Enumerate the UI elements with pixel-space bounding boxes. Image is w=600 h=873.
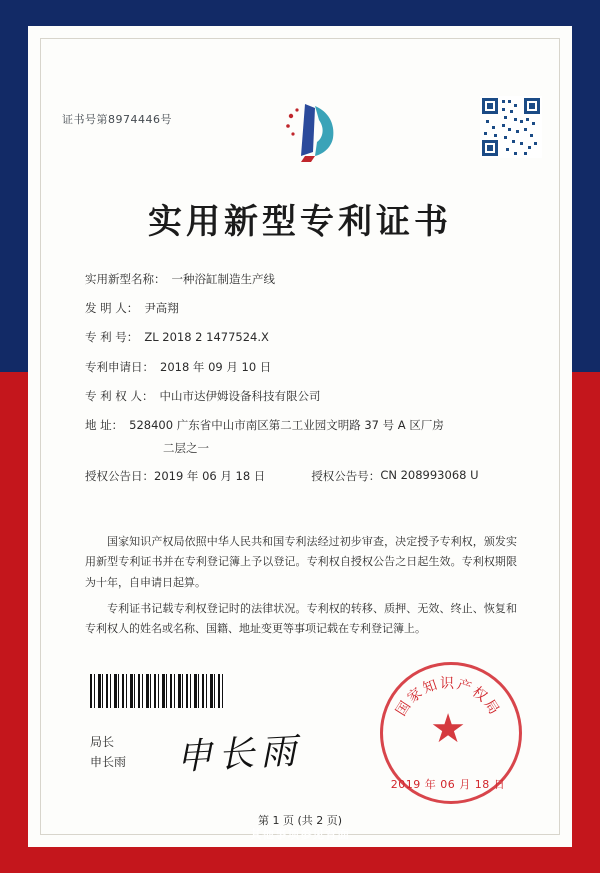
page-title: 实用新型专利证书 (148, 202, 452, 242)
grant-date-value: 2019 年 06 月 18 日 (154, 469, 266, 484)
grant-date-label: 授权公告日： (85, 469, 154, 484)
barcode-icon (90, 674, 226, 708)
footer-note: 其他事项参见背面 (250, 827, 350, 841)
page-count: 第 1 页 (共 2 页) (257, 814, 343, 827)
seal-date: 2019 年 06 月 18 日 (390, 778, 506, 791)
official-seal (380, 662, 516, 798)
signature-title (90, 732, 126, 773)
handwritten-signature: 申长雨 (175, 730, 304, 779)
field-value-patentee: 中山市达伊姆设备科技有限公司 (159, 388, 321, 403)
field-row (85, 271, 525, 288)
field-row (85, 388, 525, 405)
paragraph-2: 专利证书记载专利权登记时的法律状况。专利权的转移、质押、无效、终止、恢复和专利权人的姓名或名称、国籍、地址变更等事项记载在专利登记簿上。 (85, 602, 517, 636)
seal-star-icon: ★ (430, 706, 466, 753)
grant-number-value: CN 208993068 U (380, 468, 479, 483)
certificate-content (28, 26, 572, 847)
certificate-number: 证书号第8974446号 (62, 113, 172, 126)
spacer (265, 468, 311, 484)
grant-number-label: 授权公告号： (311, 469, 381, 484)
cnipa-logo-icon (271, 94, 347, 170)
certificate-page (28, 26, 572, 847)
field-value-address-line2: 二层之一 (163, 441, 209, 456)
field-label-application-date: 专利申请日： (85, 359, 154, 374)
paragraph-1: 国家知识产权局依照中华人民共和国专利法经过初步审查，决定授予专利权，颁发实用新型专利证书并在专利登记簿上予以登记。专利权自授权公告之日起生效。专利权期限为十年，自申请日起算。 (85, 535, 517, 589)
field-label-patent-number: 专 利 号： (85, 330, 139, 345)
signature-title-line1: 局长 (90, 735, 115, 749)
field-row (85, 359, 525, 376)
field-label-address: 地 址： (85, 417, 124, 432)
field-value-name: 一种浴缸制造生产线 (171, 272, 275, 286)
grant-row (85, 468, 525, 484)
field-label-inventor: 发 明 人： (85, 301, 139, 316)
signature-title-line2: 申长雨 (90, 755, 127, 770)
field-row (85, 329, 525, 346)
field-value-address: 528400 广东省中山市南区第二工业园文明路 37 号 A 区厂房 (129, 417, 444, 432)
field-value-application-date: 2018 年 09 月 10 日 (160, 359, 272, 374)
seal-arc-label: 国家知识产权局 (393, 676, 503, 720)
qr-code-icon (480, 96, 542, 158)
field-value-inventor: 尹高翔 (144, 301, 179, 316)
field-label-patentee: 专 利 权 人： (85, 388, 154, 403)
field-list (85, 271, 525, 494)
field-row (85, 417, 525, 434)
legal-text (85, 532, 517, 646)
field-row (85, 300, 525, 317)
field-value-patent-number: ZL 2018 2 1477524.X (144, 330, 269, 345)
field-label-name: 实用新型名称： (85, 272, 166, 286)
